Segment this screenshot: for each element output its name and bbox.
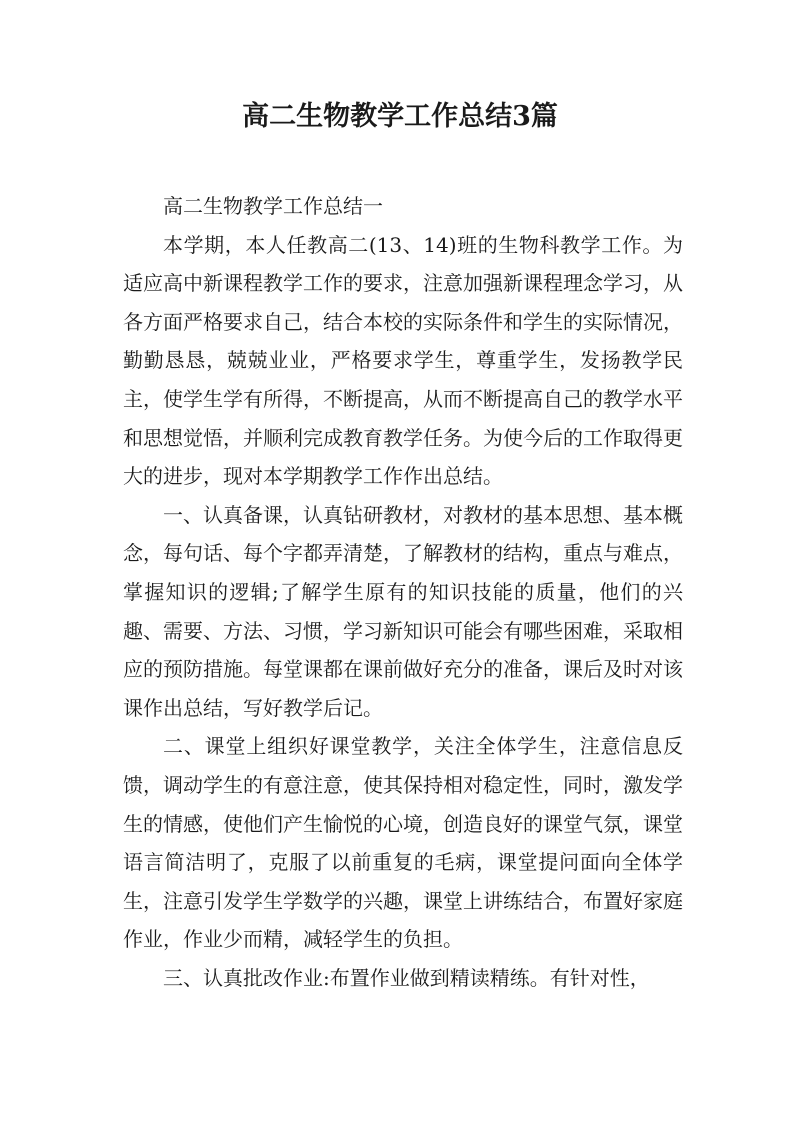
- document-body: [123, 187, 683, 997]
- paragraph-lesson-prep: 一、认真备课，认真钻研教材，对教材的基本思想、基本概念，每句话、每个字都弄清楚，了解教材的结构，重点与难点，掌握知识的逻辑;了解学生原有的知识技能的质量，他们的兴趣、需要、方法、习惯，学习新知识可能会有哪些困难，采取相应的预防措施。每堂课都在课前做好充分的准备，课后及时对该课作出总结，写好教学后记。: [123, 502, 683, 720]
- document-title: 高二生物教学工作总结3篇: [242, 101, 558, 132]
- paragraph-intro: 本学期，本人任教高二(13、14)班的生物科教学工作。为适应高中新课程教学工作的要求，注意加强新课程理念学习，从各方面严格要求自己，结合本校的实际条件和学生的实际情况，勤勤恳恳，兢兢业业，严格要求学生，尊重学生，发扬教学民主，使学生学有所得，不断提高，从而不断提高自己的教学水平和思想觉悟，并顺利完成教育教学任务。为使今后的工作取得更大的进步，现对本学期教学工作作出总结。: [123, 232, 683, 489]
- paragraph-classroom: 二、课堂上组织好课堂教学，关注全体学生，注意信息反馈，调动学生的有意注意，使其保持相对稳定性，同时，激发学生的情感，使他们产生愉悦的心境，创造良好的课堂气氛，课堂语言简洁明了，克服了以前重复的毛病，课堂提问面向全体学生，注意引发学生学数学的兴趣，课堂上讲练结合，布置好家庭作业，作业少而精，减轻学生的负担。: [123, 734, 683, 952]
- section-heading: 高二生物教学工作总结一: [163, 194, 383, 218]
- paragraph-homework: 三、认真批改作业:布置作业做到精读精练。有针对性，: [163, 965, 650, 990]
